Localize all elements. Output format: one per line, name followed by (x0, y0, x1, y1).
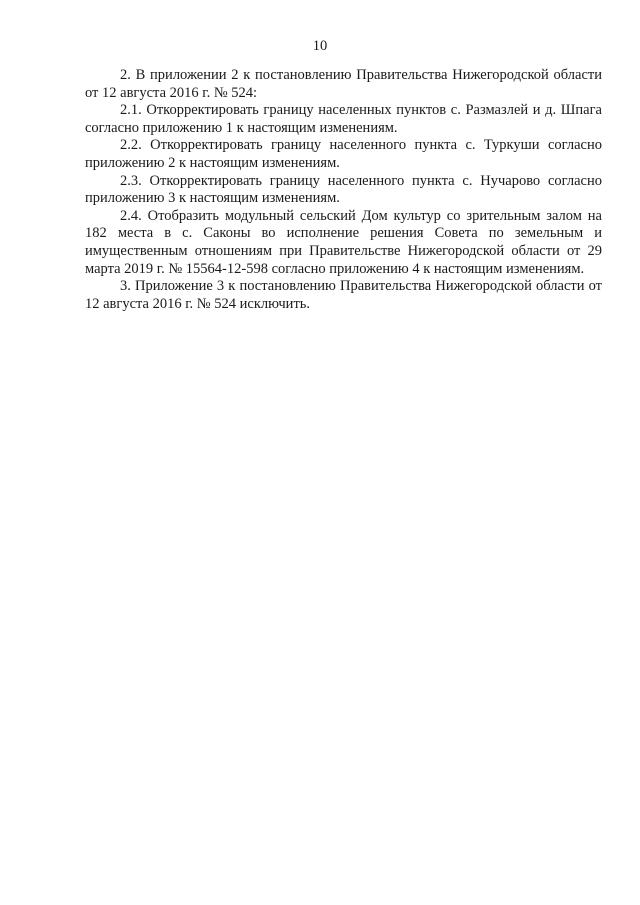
document-body (85, 67, 602, 313)
paragraph-item-2-4: 2.4. Отобразить модульный сельский Дом культур со зрительным залом на 182 места в с. Саконы во исполнение решения Совета по земельным и имущественным отношениям при Правительстве Нижегородской области от 29 марта 2019 г. № 15564-12-598 согласно приложению 4 к настоящим изменениям. (85, 207, 602, 277)
paragraph-item-2: 2. В приложении 2 к постановлению Правительства Нижегородской области от 12 августа 2016 г. № 524: (85, 67, 602, 101)
paragraph-item-2-3: 2.3. Откорректировать границу населенного пункта с. Нучарово согласно приложению 3 к настоящим изменениям. (85, 172, 602, 207)
paragraph-item-2-2: 2.2. Откорректировать границу населенного пункта с. Туркуши согласно приложению 2 к настоящим изменениям. (85, 137, 602, 171)
paragraph-item-2-1: 2.1. Откорректировать границу населенных пунктов с. Размазлей и д. Шпага согласно приложению 1 к настоящим изменениям. (85, 102, 602, 136)
page-number: 10 (312, 38, 328, 54)
paragraph-item-3: 3. Приложение 3 к постановлению Правительства Нижегородской области от 12 августа 2016 г. № 524 исключить. (85, 278, 602, 312)
